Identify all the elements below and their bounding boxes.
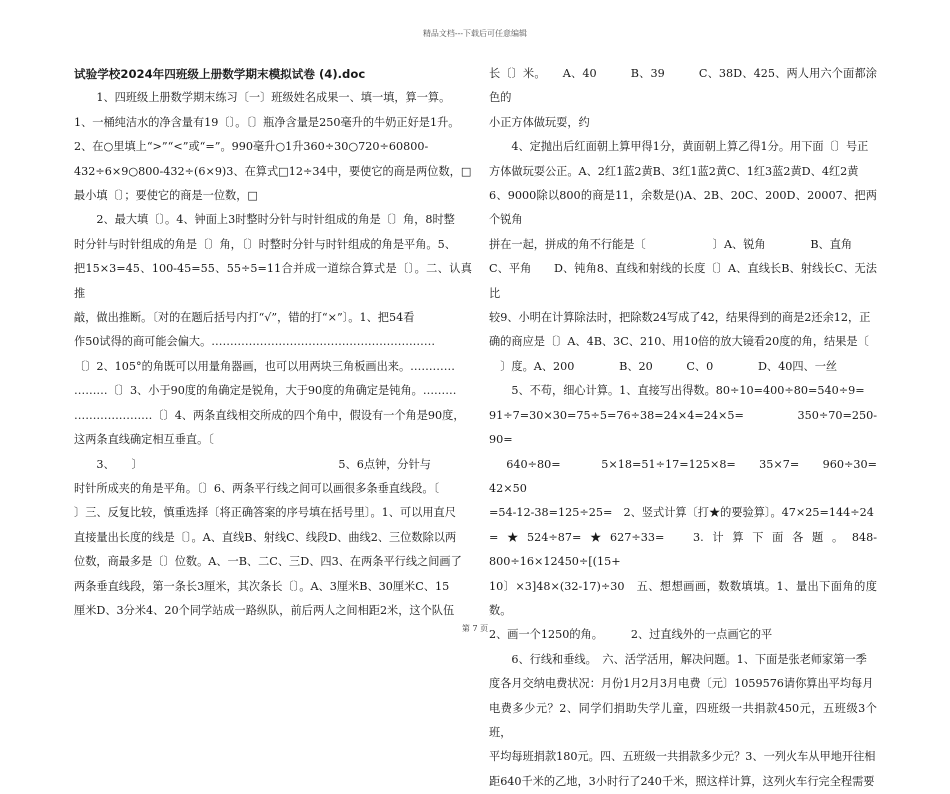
- left-column: [74, 62, 472, 623]
- text-line: 最小填〔〕；要使它的商是一位数，□: [74, 189, 258, 203]
- text-line: 位数，商最多是〔〕位数。A、一B、二C、三D、四3、在两条平行线之间画了: [74, 555, 462, 569]
- text-line: 这两条直线确定相互垂直。〔: [74, 433, 214, 447]
- text-line: 确的商应是〔〕A、4B、3C、210、用10倍的放大镜看20度的角，结果是〔: [489, 335, 869, 349]
- text-line: 方体做玩耍公正。A、2红1蓝2黄B、3红1蓝2黄C、1红3蓝2黄D、4红2黄: [489, 164, 859, 178]
- text-line: ………〔〕3、小于90度的角确定是锐角，大于90度的角确定是钝角。………: [74, 384, 457, 398]
- text-line: 厘米D、3分米4、20个同学站成一路纵队，前后两人之间相距2米，这个队伍: [74, 603, 455, 617]
- text-line: 2、在○里填上“>”“<”或“=”。990毫升○1升360÷30○720÷60800-: [74, 140, 429, 154]
- text-line: 度各月交纳电费状况：月份1月2月3月电费〔元〕1059576请你算出平均每月: [489, 677, 874, 691]
- text-line: 2、画一个1250的角。 2、过直线外的一点画它的平: [489, 628, 773, 642]
- text-line: 把15×3=45、100-45=55、55÷5=11合并成一道综合算式是〔〕。二、认真推: [74, 262, 472, 300]
- text-line: 2、最大填〔〕。4、钟面上3时整时分针与时针组成的角是〔〕角，8时整: [74, 213, 455, 227]
- text-line: …………………〔〕4、两条直线相交所成的四个角中，假设有一个角是90度，: [74, 408, 465, 422]
- page-header: 精品文档---下载后可任意编辑: [422, 29, 528, 38]
- text-line: 6、9000除以800的商是11，余数是()A、2B、20C、200D、20007、把两个锐角: [489, 189, 877, 227]
- right-column-text: [489, 62, 900, 794]
- text-line: 较9、小明在计算除法时，把除数24写成了42，结果得到的商是2还余12，正: [489, 311, 871, 325]
- text-line: 〕度。A、200 B、20 C、0 D、40四、一丝: [489, 359, 838, 373]
- text-line: 小正方体做玩耍，约: [489, 115, 590, 129]
- right-column: [489, 62, 900, 794]
- text-line: 91÷7=30×30=75÷5=76÷38=24×4=24×5= 350÷70=250-90=: [489, 408, 877, 447]
- text-line: 〕三、反复比较，慎重选择〔将正确答案的序号填在括号里〕。1、可以用直尺: [74, 506, 456, 520]
- text-line: 4、定抛出后红面朝上算甲得1分，黄面朝上算乙得1分。用下面〔〕号正: [489, 140, 869, 154]
- text-line: 作50试得的商可能会偏大。……………………………………………………: [74, 335, 436, 349]
- text-line: 5、不苟，细心计算。1、直接写出得数。80÷10=400÷80=540÷9=: [489, 384, 865, 398]
- text-line: 距640千米的乙地，3小时行了240千米，照这样计算，这列火车行完全程需要: [489, 774, 875, 788]
- text-line: 时分针与时针组成的角是〔〕角，〔〕时整时分针与时针组成的角是平角。5、: [74, 237, 456, 251]
- text-line: 时针所成夹的角是平角。〔〕6、两条平行线之间可以画很多条垂直线段。〔: [74, 481, 440, 495]
- left-column-text: [74, 86, 472, 623]
- text-line: 拼在一起，拼成的角不行能是〔 〕A、锐角 B、直角: [489, 237, 853, 251]
- text-line: 电费多少元？2、同学们捐助失学儿童，四班级一共捐款450元，五班级3个班，: [489, 701, 877, 739]
- text-line: 两条垂直线段，第一条长3厘米，其次条长〔〕。A、3厘米B、30厘米C、15: [74, 579, 450, 593]
- text-line: 直接量出长度的线是〔〕。A、直线B、射线C、线段D、曲线2、三位数除以两: [74, 530, 457, 544]
- text-line: C、平角 D、钝角8、直线和射线的长度〔〕A、直线长B、射线长C、无法比: [489, 262, 877, 300]
- text-line: 6、行线和垂线。 六、活学活用，解决问题。1、下面是张老师家第一季: [489, 652, 867, 666]
- text-line: 10〕×3]48×(32-17)÷30 五、想想画画，数数填填。1、量出下面角的度数。: [489, 579, 877, 617]
- text-line: 432÷6×9○800-432÷(6×9)3、在算式□12÷34中，要使它的商是两位数，□: [74, 164, 472, 178]
- text-line: 640÷80= 5×18=51÷17=125×8= 35×7= 960÷30= 42×50: [489, 457, 900, 495]
- text-line: 长〔〕米。 A、40 B、39 C、38D、425、两人用六个面都涂色的: [489, 67, 877, 105]
- text-line: 〔〕2、105°的角既可以用量角器画，也可以用两块三角板画出来。…………: [74, 359, 455, 373]
- text-line: =54-12-38=125÷25= 2、竖式计算〔打★的要验算〕。47×25=144÷24: [489, 506, 874, 520]
- document-title: 试验学校2024年四班级上册数学期末模拟试卷 (4).doc: [74, 67, 366, 81]
- text-line: =★524÷87=★627÷33= 3.计算下面各题。848-800÷16×12450÷[(15+: [489, 530, 877, 569]
- text-line: 敲，做出推断。〔对的在题后括号内打“√”，错的打“×”〕。1、把54看: [74, 311, 415, 325]
- text-line: 1、四班级上册数学期末练习〔一〕班级姓名成果一、填一填，算一算。: [74, 91, 451, 105]
- text-line: 平均每班捐款180元。四、五班级一共捐款多少元？3、一列火车从甲地开往相: [489, 750, 876, 764]
- page-number: 第 7 页: [461, 624, 489, 633]
- text-line: 1、一桶纯洁水的净含量有19〔〕。〔〕瓶净含量是250毫升的牛奶正好是1升。: [74, 115, 460, 129]
- text-line: 3、 〕 5、6点钟，分针与: [74, 457, 431, 471]
